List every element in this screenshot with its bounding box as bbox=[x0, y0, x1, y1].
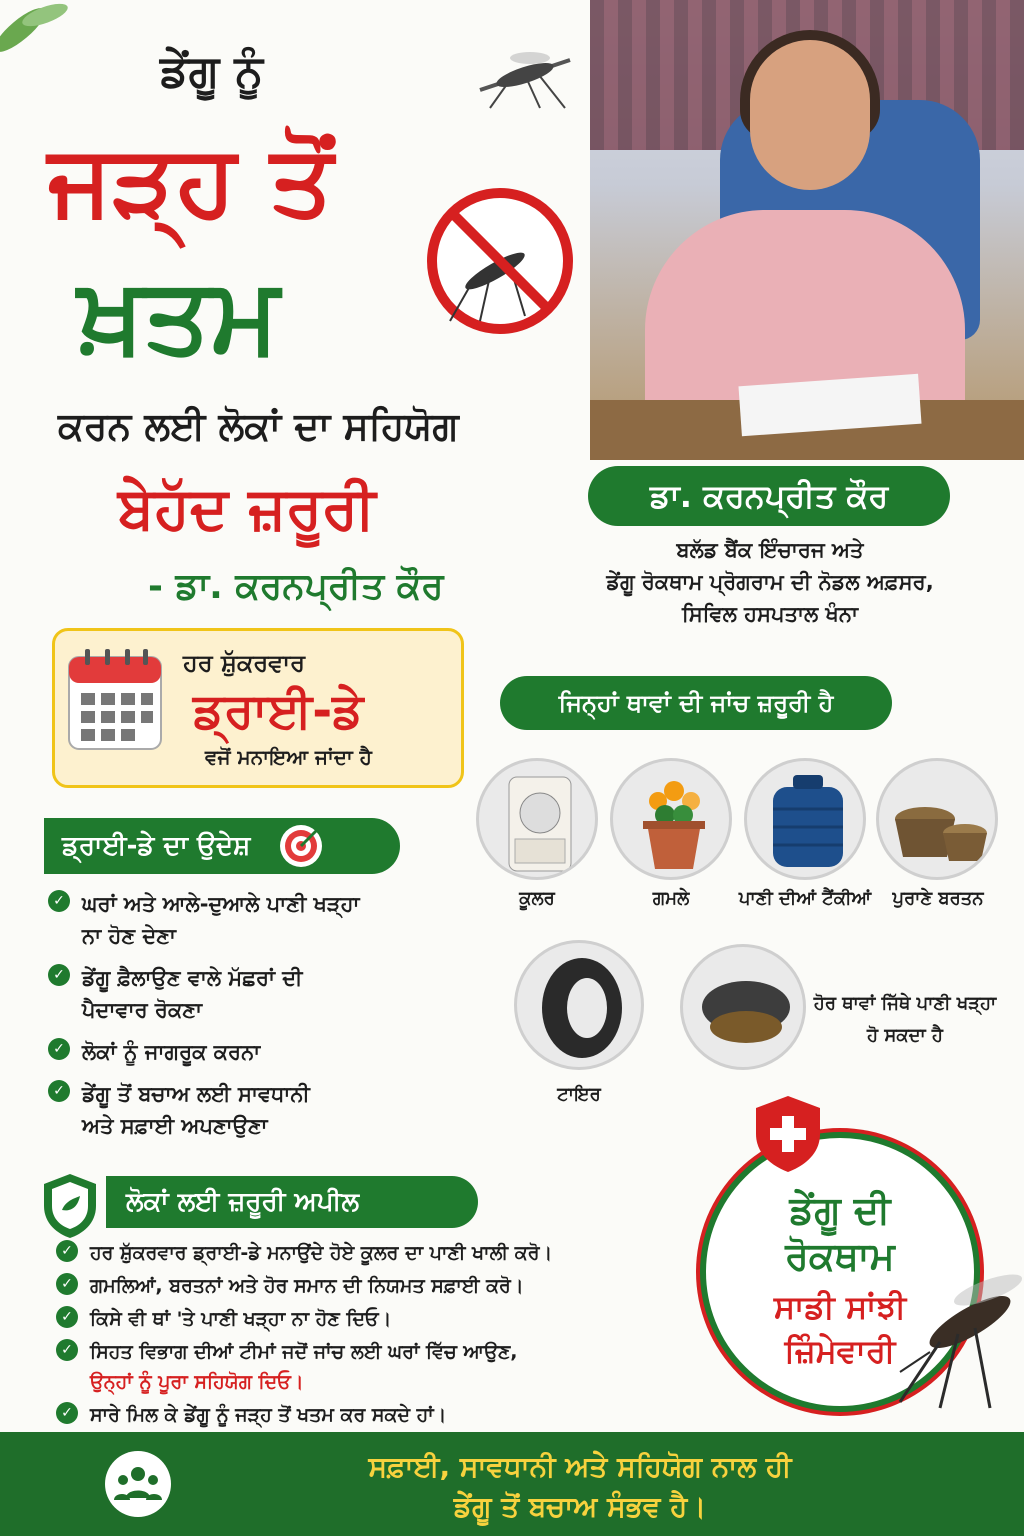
cooler-icon bbox=[479, 761, 598, 880]
people-group-icon bbox=[104, 1450, 172, 1518]
list-item bbox=[56, 1337, 656, 1397]
list-item bbox=[48, 888, 468, 952]
dry-day-box bbox=[52, 628, 464, 788]
place-label: ਕੂਲਰ bbox=[519, 888, 555, 909]
appeal-text: ਗਮਲਿਆਂ, ਬਰਤਨਾਂ ਅਤੇ ਹੋਰ ਸਮਾਨ ਦੀ ਨਿਯਮਤ ਸਫ਼ਾਈ ਕਰੋ। bbox=[90, 1275, 524, 1297]
objective-heading-text: ਡ੍ਰਾਈ-ਡੇ ਦਾ ਉਦੇਸ਼ bbox=[62, 830, 251, 861]
check-icon: ✓ bbox=[56, 1339, 78, 1361]
appeal-text: ਹਰ ਸ਼ੁੱਕਰਵਾਰ ਡ੍ਰਾਈ-ਡੇ ਮਨਾਉਂਦੇ ਹੋਏ ਕੂਲਰ ਦਾ ਪਾਣੀ ਖਾਲੀ ਕਰੋ। bbox=[90, 1242, 553, 1264]
objective-text: ਲੋਕਾਂ ਨੂੰ ਜਾਗਰੂਕ ਕਰਨਾ bbox=[82, 1040, 261, 1064]
appeal-text: ਕਿਸੇ ਵੀ ਥਾਂ 'ਤੇ ਪਾਣੀ ਖੜ੍ਹਾ ਨਾ ਹੋਣ ਦਿਓ। bbox=[90, 1308, 392, 1330]
check-icon: ✓ bbox=[56, 1306, 78, 1328]
badge-line4: ਜ਼ਿੰਮੇਵਾਰੀ bbox=[784, 1332, 896, 1370]
objective-text: ਅਤੇ ਸਫ਼ਾਈ ਅਪਣਾਉਣਾ bbox=[82, 1114, 268, 1138]
list-item bbox=[56, 1271, 656, 1301]
header-attribution: - ਡਾ. ਕਰਨਪ੍ਰੀਤ ਕੌਰ bbox=[148, 566, 444, 607]
dry-day-title: ਡ੍ਰਾਈ-ਡੇ bbox=[193, 683, 364, 739]
dry-day-top: ਹਰ ਸ਼ੁੱਕਰਵਾਰ bbox=[183, 649, 305, 677]
appeal-text: ਸਿਹਤ ਵਿਭਾਗ ਦੀਆਂ ਟੀਮਾਂ ਜਦੋਂ ਜਾਂਚ ਲਈ ਘਰਾਂ ਵਿੱਚ ਆਉਣ, bbox=[90, 1341, 518, 1363]
calendar-icon bbox=[65, 645, 165, 755]
check-icon: ✓ bbox=[48, 964, 70, 986]
list-item bbox=[56, 1304, 656, 1334]
appeal-text-red: ਉਨ੍ਹਾਂ ਨੂੰ ਪੂਰਾ ਸਹਿਯੋਗ ਦਿਓ। bbox=[90, 1371, 304, 1393]
badge-line2: ਰੋਕਥਾਮ bbox=[785, 1234, 895, 1278]
objective-list bbox=[48, 888, 468, 1142]
place-label bbox=[880, 886, 996, 912]
check-icon: ✓ bbox=[48, 890, 70, 912]
header-line2: ਜੜ੍ਹ ਤੋਂ bbox=[48, 124, 333, 238]
appeal-heading-text: ਲੋਕਾਂ ਲਈ ਜ਼ਰੂਰੀ ਅਪੀਲ bbox=[126, 1186, 360, 1217]
footer-line1: ਸਫ਼ਾਈ, ਸਾਵਧਾਨੀ ਅਤੇ ਸਹਿਯੋਗ ਨਾਲ ਹੀ bbox=[368, 1450, 792, 1483]
flowerpot-image bbox=[610, 758, 732, 880]
doctor-name: ਡਾ. ਕਰਨਪ੍ਰੀਤ ਕੌਰ bbox=[649, 476, 889, 515]
tyre-image bbox=[514, 940, 644, 1070]
check-places-heading bbox=[500, 676, 892, 730]
old-utensils-icon bbox=[879, 761, 998, 880]
appeal-heading bbox=[106, 1176, 478, 1228]
target-icon bbox=[278, 823, 324, 869]
header-line3: ਖ਼ਤਮ bbox=[78, 254, 280, 376]
cooler-image bbox=[476, 758, 598, 880]
no-mosquito-icon bbox=[420, 186, 580, 336]
list-item bbox=[48, 1036, 468, 1068]
list-item bbox=[56, 1238, 656, 1268]
drain-image bbox=[680, 944, 806, 1070]
objective-text: ਡੇਂਗੂ ਤੋਂ ਬਚਾਅ ਲਈ ਸਾਵਧਾਨੀ bbox=[82, 1082, 310, 1106]
place-label-text: ਪਾਣੀ ਦੀਆਂ ਟੈਂਕੀਆਂ bbox=[738, 888, 872, 909]
objective-text: ਘਰਾਂ ਅਤੇ ਆਲੇ-ਦੁਆਲੇ ਪਾਣੀ ਖੜ੍ਹਾ bbox=[82, 892, 360, 916]
place-label: ਗਮਲੇ bbox=[652, 888, 690, 909]
place-label-text: ਹੋਰ ਥਾਵਾਂ ਜਿੱਥੇ ਪਾਣੀ ਖੜ੍ਹਾ ਹੋ ਸਕਦਾ ਹੈ bbox=[813, 993, 997, 1046]
objective-heading bbox=[44, 818, 400, 874]
water-tank-image bbox=[744, 758, 866, 880]
header-line4: ਕਰਨ ਲਈ ਲੋਕਾਂ ਦਾ ਸਹਿਯੋਗ bbox=[58, 404, 459, 448]
header-line1: ਡੇਂਗੂ ਨੂੰ bbox=[160, 46, 264, 97]
check-icon: ✓ bbox=[48, 1038, 70, 1060]
objective-text: ਪੈਦਾਵਾਰ ਰੋਕਣਾ bbox=[82, 998, 202, 1022]
list-item bbox=[56, 1400, 656, 1430]
drain-icon bbox=[683, 947, 806, 1070]
appeal-text: ਸਾਰੇ ਮਿਲ ਕੇ ਡੇਂਗੂ ਨੂੰ ਜੜ੍ਹ ਤੋਂ ਖਤਮ ਕਰ ਸਕਦੇ ਹਾਂ। bbox=[90, 1404, 447, 1426]
appeal-list bbox=[56, 1238, 656, 1430]
footer-line2: ਡੇਂਗੂ ਤੋਂ ਬਚਾਅ ਸੰਭਵ ਹੈ। bbox=[453, 1490, 707, 1523]
designation-line: ਬਲੱਡ ਬੈਂਕ ਇੰਚਾਰਜ ਅਤੇ bbox=[676, 538, 864, 562]
objective-text: ਨਾ ਹੋਣ ਦੇਣਾ bbox=[82, 924, 176, 948]
shield-icon bbox=[40, 1172, 100, 1240]
old-utensils-image bbox=[876, 758, 998, 880]
medical-shield-icon bbox=[752, 1094, 824, 1174]
header-line5: ਬੇਹੱਦ ਜ਼ਰੂਰੀ bbox=[118, 474, 376, 542]
doctor-name-pill bbox=[588, 466, 950, 526]
check-icon: ✓ bbox=[56, 1240, 78, 1262]
check-icon: ✓ bbox=[48, 1080, 70, 1102]
place-label bbox=[730, 886, 880, 912]
designation-line: ਸਿਵਿਲ ਹਸਪਤਾਲ ਖੰਨਾ bbox=[682, 602, 858, 626]
badge-line1: ਡੇਂਗੂ ਦੀ bbox=[789, 1188, 891, 1232]
place-label-text: ਪੁਰਾਣੇ ਬਰਤਨ bbox=[892, 888, 984, 909]
list-item bbox=[48, 962, 468, 1026]
check-icon: ✓ bbox=[56, 1273, 78, 1295]
flowerpot-icon bbox=[613, 761, 732, 880]
dry-day-bottom: ਵਜੋਂ ਮਨਾਇਆ ਜਾਂਦਾ ਹੈ bbox=[205, 745, 372, 769]
mosquito-bottom-icon bbox=[880, 1262, 1024, 1412]
mosquito-icon bbox=[470, 30, 580, 110]
check-places-heading-text: ਜਿਨ੍ਹਾਂ ਥਾਵਾਂ ਦੀ ਜਾਂਚ ਜ਼ਰੂਰੀ ਹੈ bbox=[558, 689, 834, 717]
objective-text: ਡੇਂਗੂ ਫ਼ੈਲਾਉਣ ਵਾਲੇ ਮੱਛਰਾਂ ਦੀ bbox=[82, 966, 303, 990]
place-label bbox=[810, 988, 1000, 1052]
list-item bbox=[48, 1078, 468, 1142]
leaves-decoration bbox=[0, 0, 90, 90]
badge-line3: ਸਾਡੀ ਸਾਂਝੀ bbox=[773, 1288, 907, 1326]
check-icon: ✓ bbox=[56, 1402, 78, 1424]
place-label: ਟਾਇਰ bbox=[557, 1084, 601, 1105]
tyre-icon bbox=[517, 943, 644, 1070]
doctor-designation bbox=[540, 534, 1000, 630]
doctor-photo bbox=[590, 0, 1024, 460]
designation-line: ਡੇਂਗੂ ਰੋਕਥਾਮ ਪ੍ਰੋਗਰਾਮ ਦੀ ਨੋਡਲ ਅਫ਼ਸਰ, bbox=[606, 570, 934, 594]
water-tank-icon bbox=[747, 761, 866, 880]
footer-banner bbox=[0, 1432, 1024, 1536]
